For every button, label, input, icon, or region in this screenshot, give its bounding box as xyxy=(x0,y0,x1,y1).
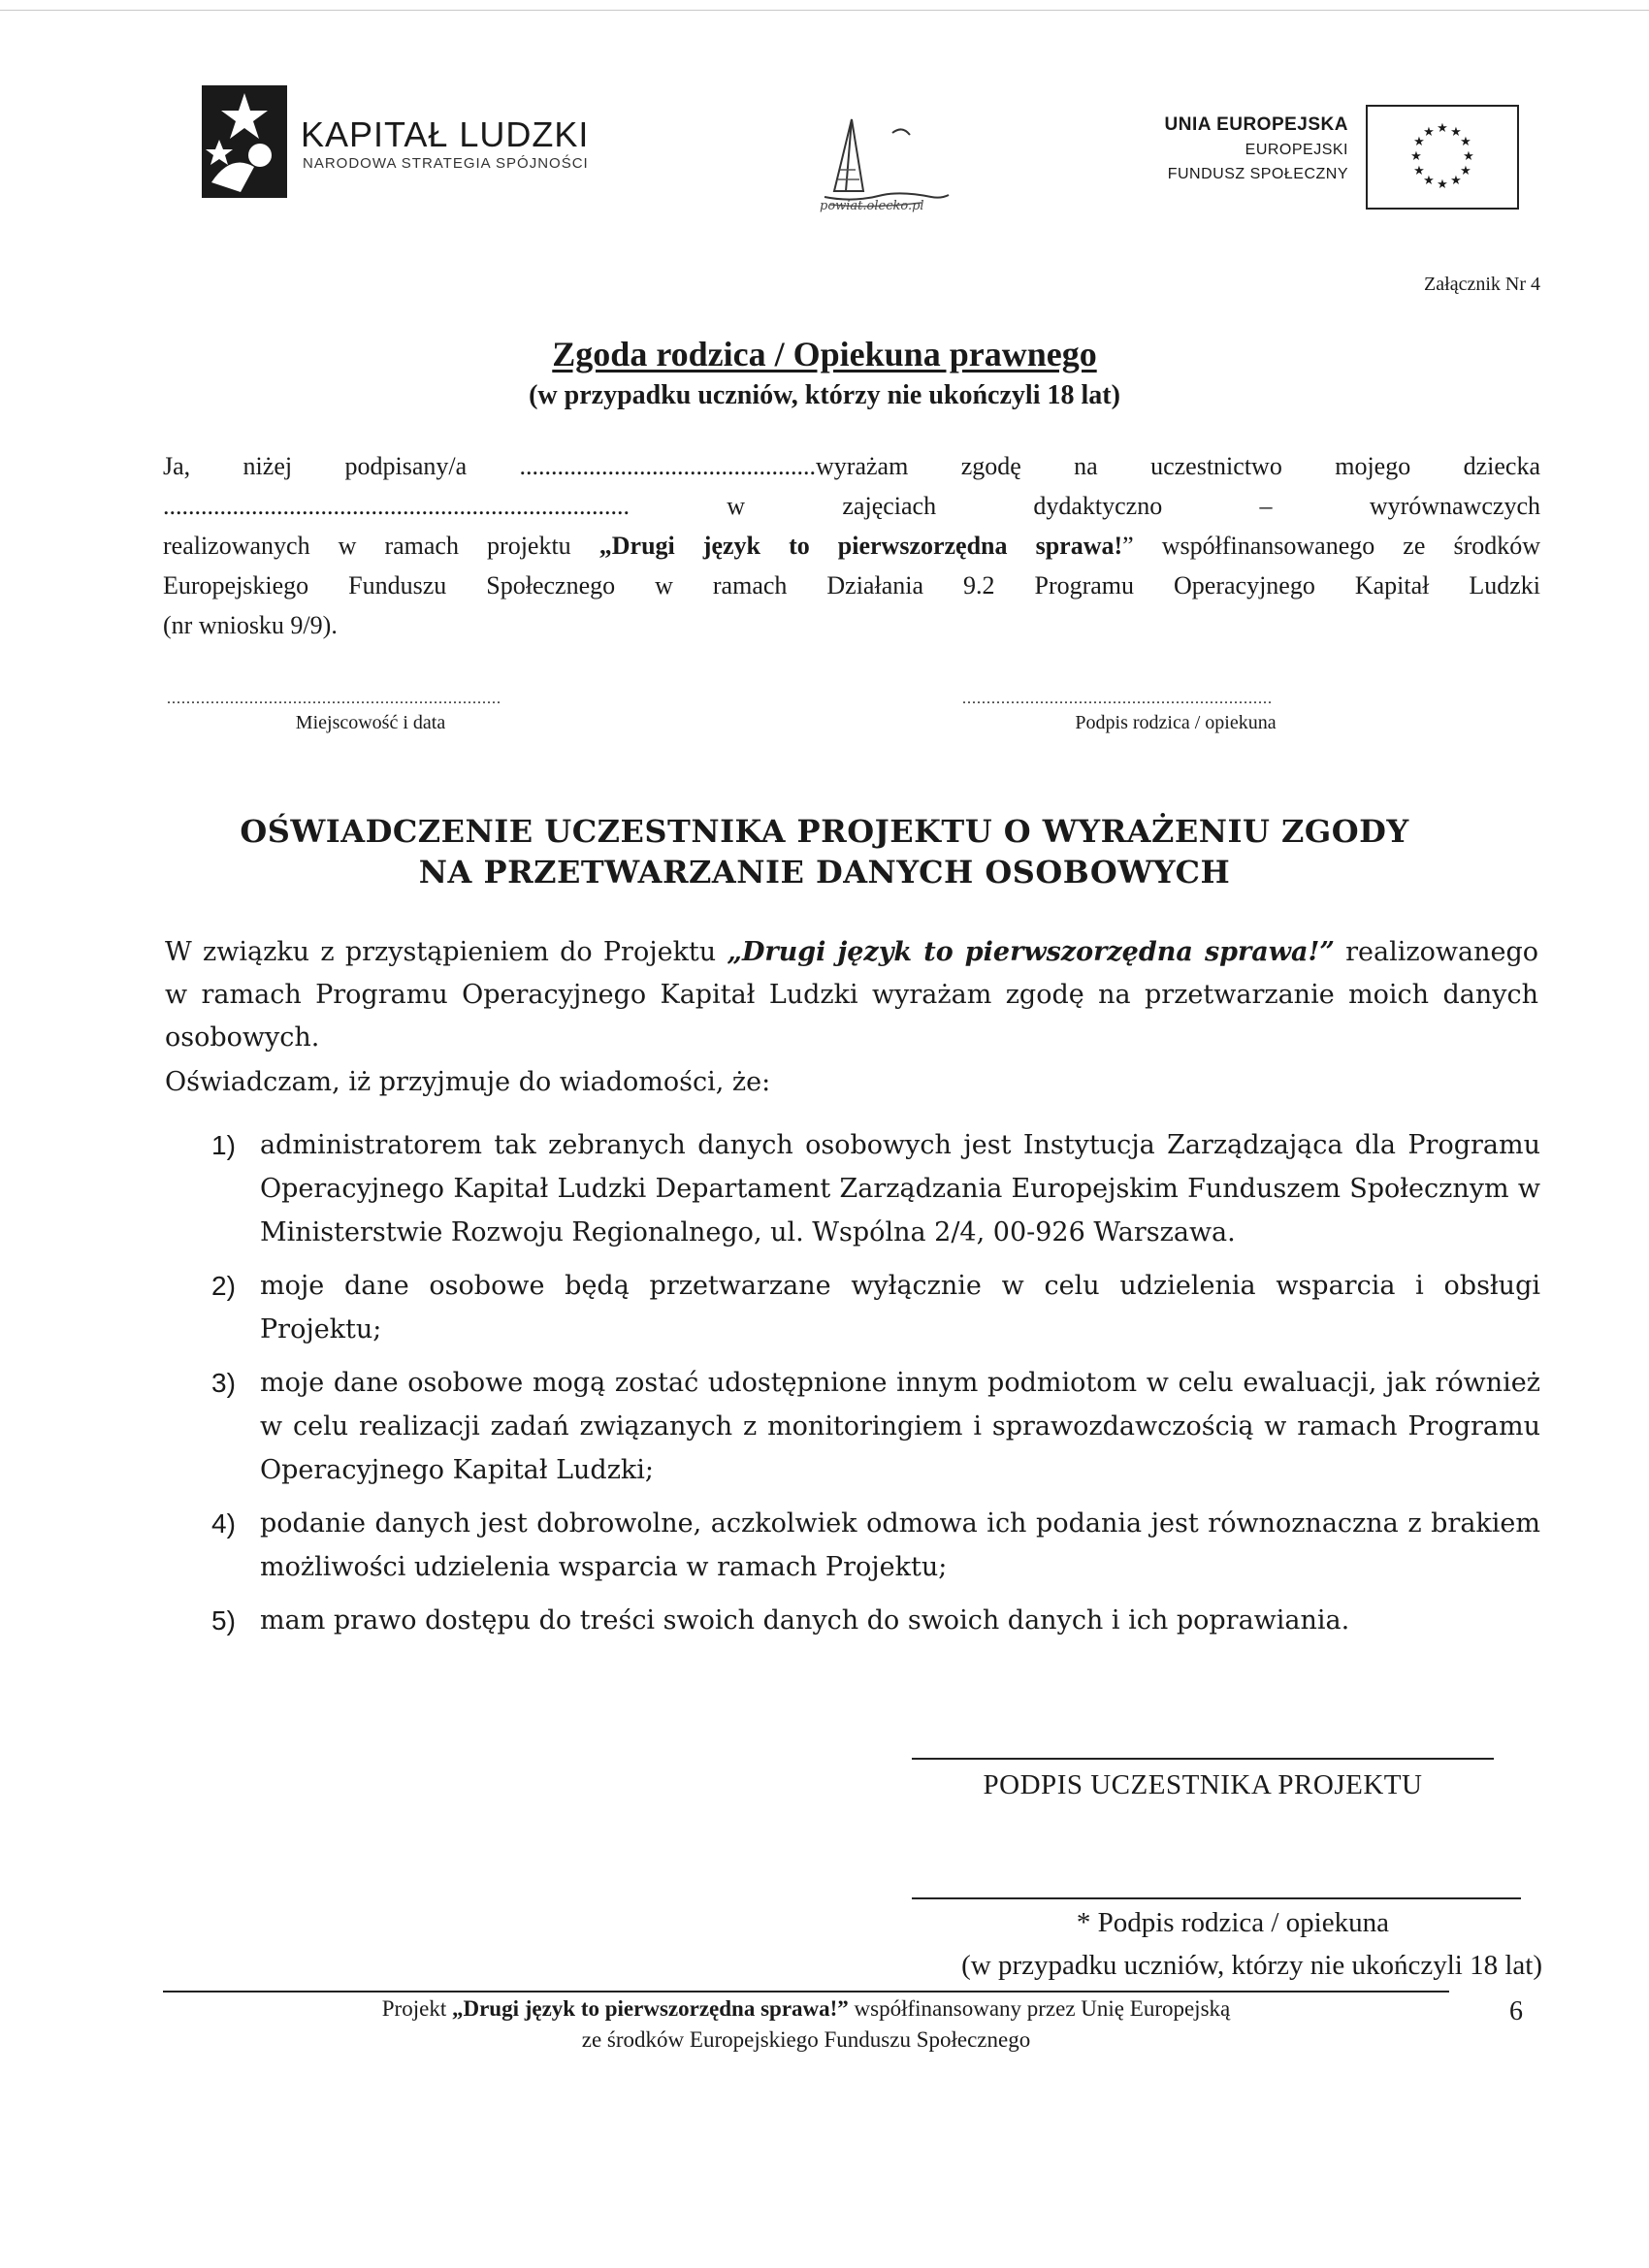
list-item-number: 1) xyxy=(211,1130,236,1160)
parent-signature-label-2: * Podpis rodzica / opiekuna xyxy=(1076,1907,1389,1938)
declaration-intro xyxy=(165,931,1538,1059)
consent-title: Zgoda rodzica / Opiekuna prawnego xyxy=(552,335,1097,373)
footer-line-1-start: Projekt xyxy=(381,1996,452,2021)
parent-signature-line[interactable] xyxy=(912,1897,1521,1899)
declaration-intro-end: realizowanego w ramach Programu Operacyjnego Kapitał Ludzki wyrażam zgodę na przetwarzanie moich danych osobowych. xyxy=(165,937,1538,1053)
consent-line-4: Europejskiego Funduszu Społecznego w ramach Działania 9.2 Programu Operacyjnego Kapitał Ludzki xyxy=(163,571,1540,599)
logo-title: KAPITAŁ LUDZKI xyxy=(301,114,590,154)
consent-paragraph xyxy=(163,446,1540,645)
list-item-text: moje dane osobowe będą przetwarzane wyłącznie w celu udzielenia wsparcia i obsługi Projektu; xyxy=(260,1271,1540,1345)
consent-line-2 xyxy=(163,486,1540,526)
list-item-text: administratorem tak zebranych danych osobowych jest Instytucja Zarządzająca dla Programu Operacyjnego Kapitał Ludzki Departament Zarządzania Europejskim Funduszem Społecznym w Ministerstwie Rozwoju Regionalnego, ul. Wspólna 2/4, 00-926 Warszawa. xyxy=(260,1130,1540,1247)
list-item xyxy=(211,1123,1540,1254)
consent-subtitle: (w przypadku uczniów, którzy nie ukończyli 18 lat) xyxy=(529,380,1120,410)
declaration-title xyxy=(0,811,1649,892)
svg-text:★: ★ xyxy=(1463,149,1474,164)
svg-text:★: ★ xyxy=(1413,135,1425,149)
declaration-project-name: „Drugi język to pierwszorzędna sprawa!” xyxy=(727,937,1335,967)
list-item-number: 3) xyxy=(211,1368,236,1398)
consent-line-1-end: wyrażam zgodę na uczestnictwo mojego dziecka xyxy=(816,452,1540,480)
child-name-fill-field[interactable]: .......................................................................... xyxy=(163,492,630,520)
svg-text:★: ★ xyxy=(1437,178,1448,192)
eu-flag-icon xyxy=(1366,105,1519,210)
parent-signature-field[interactable]: ................................................................ xyxy=(962,691,1273,707)
footer-line-1-end: współfinansowany przez Unię Europejską xyxy=(848,1996,1231,2021)
consent-line-3 xyxy=(163,526,1540,566)
svg-text:★: ★ xyxy=(1423,174,1435,188)
list-item-number: 2) xyxy=(211,1271,236,1301)
project-name: „Drugi język to pierwszorzędna sprawa! xyxy=(598,532,1123,560)
svg-text:★: ★ xyxy=(1450,174,1462,188)
eu-fund-line1: EUROPEJSKI xyxy=(1245,142,1348,158)
list-item-text: podanie danych jest dobrowolne, aczkolwiek odmowa ich podania jest równoznaczna z brakiem możliwości udzielenia wsparcia w ramach Projektu; xyxy=(260,1508,1540,1582)
declaration-title-line-2: NA PRZETWARZANIE DANYCH OSOBOWYCH xyxy=(418,854,1231,891)
footer-divider xyxy=(163,1991,1449,1993)
participant-signature-label: PODPIS UCZESTNIKA PROJEKTU xyxy=(983,1769,1423,1800)
parent-signature-note: (w przypadku uczniów, którzy nie ukończyli 18 lat) xyxy=(961,1950,1542,1981)
list-item-text: mam prawo dostępu do treści swoich danych do swoich danych i ich poprawiania. xyxy=(260,1605,1350,1636)
parent-signature-label: Podpis rodzica / opiekuna xyxy=(1075,712,1277,733)
list-item-text: moje dane osobowe mogą zostać udostępnione innym podmiotom w celu ewaluacji, jak również w celu realizacji zadań związanych z monitoringiem i sprawozdawczością w ramach Programu Operacyjnego Kapitał Ludzki; xyxy=(260,1368,1540,1485)
declaration-title-line-1: OŚWIADCZENIE UCZESTNIKA PROJEKTU O WYRAŻENIU ZGODY xyxy=(240,813,1409,850)
consent-line-1 xyxy=(163,446,1540,486)
kapital-ludzki-logo-icon xyxy=(202,85,287,198)
footer-line-2: ze środków Europejskiego Funduszu Społecznego xyxy=(581,2027,1031,2052)
page-number: 6 xyxy=(1509,1996,1523,2026)
scan-top-edge xyxy=(0,10,1649,11)
consent-line-3-end: ” współfinansowanego ze środków xyxy=(1122,532,1541,560)
declaration-list xyxy=(211,1123,1540,1652)
list-item xyxy=(211,1264,1540,1351)
svg-text:★: ★ xyxy=(1450,125,1462,140)
svg-text:★: ★ xyxy=(1410,149,1422,164)
consent-line-5: (nr wniosku 9/9). xyxy=(163,611,338,639)
svg-text:★: ★ xyxy=(1460,164,1471,178)
participant-signature-line[interactable] xyxy=(912,1758,1494,1760)
footer-line-1 xyxy=(163,1996,1449,2022)
svg-text:★: ★ xyxy=(1423,125,1435,140)
annex-number: Załącznik Nr 4 xyxy=(1424,274,1540,295)
name-fill-field[interactable]: ............................................... xyxy=(519,452,817,480)
consent-line-1-start: Ja, niżej podpisany/a xyxy=(163,452,520,480)
website-caption: powiat.olecko.pl xyxy=(820,199,924,213)
place-date-label: Miejscowość i data xyxy=(295,712,446,733)
consent-line-3-start: realizowanych w ramach projektu xyxy=(163,532,599,560)
declaration-lead: Oświadczam, iż przyjmuje do wiadomości, że: xyxy=(165,1067,771,1097)
list-item xyxy=(211,1502,1540,1589)
list-item-number: 4) xyxy=(211,1508,236,1539)
svg-text:★: ★ xyxy=(1460,135,1471,149)
list-item xyxy=(211,1599,1540,1642)
eu-title: UNIA EUROPEJSKA xyxy=(1164,114,1348,135)
logo-subtitle: NARODOWA STRATEGIA SPÓJNOŚCI xyxy=(303,155,589,172)
eu-fund-line2: FUNDUSZ SPOŁECZNY xyxy=(1167,166,1348,182)
place-date-field[interactable]: ..................................................................... xyxy=(167,691,501,707)
declaration-intro-start: W związku z przystąpieniem do Projektu xyxy=(165,937,728,967)
svg-text:★: ★ xyxy=(1413,164,1425,178)
consent-line-2-end: w zajęciach dydaktyczno – wyrównawczych xyxy=(630,492,1540,520)
footer-project-name: „Drugi język to pierwszorzędna sprawa!” xyxy=(451,1996,849,2021)
list-item-number: 5) xyxy=(211,1605,236,1636)
list-item xyxy=(211,1361,1540,1492)
svg-text:★: ★ xyxy=(1437,121,1448,136)
